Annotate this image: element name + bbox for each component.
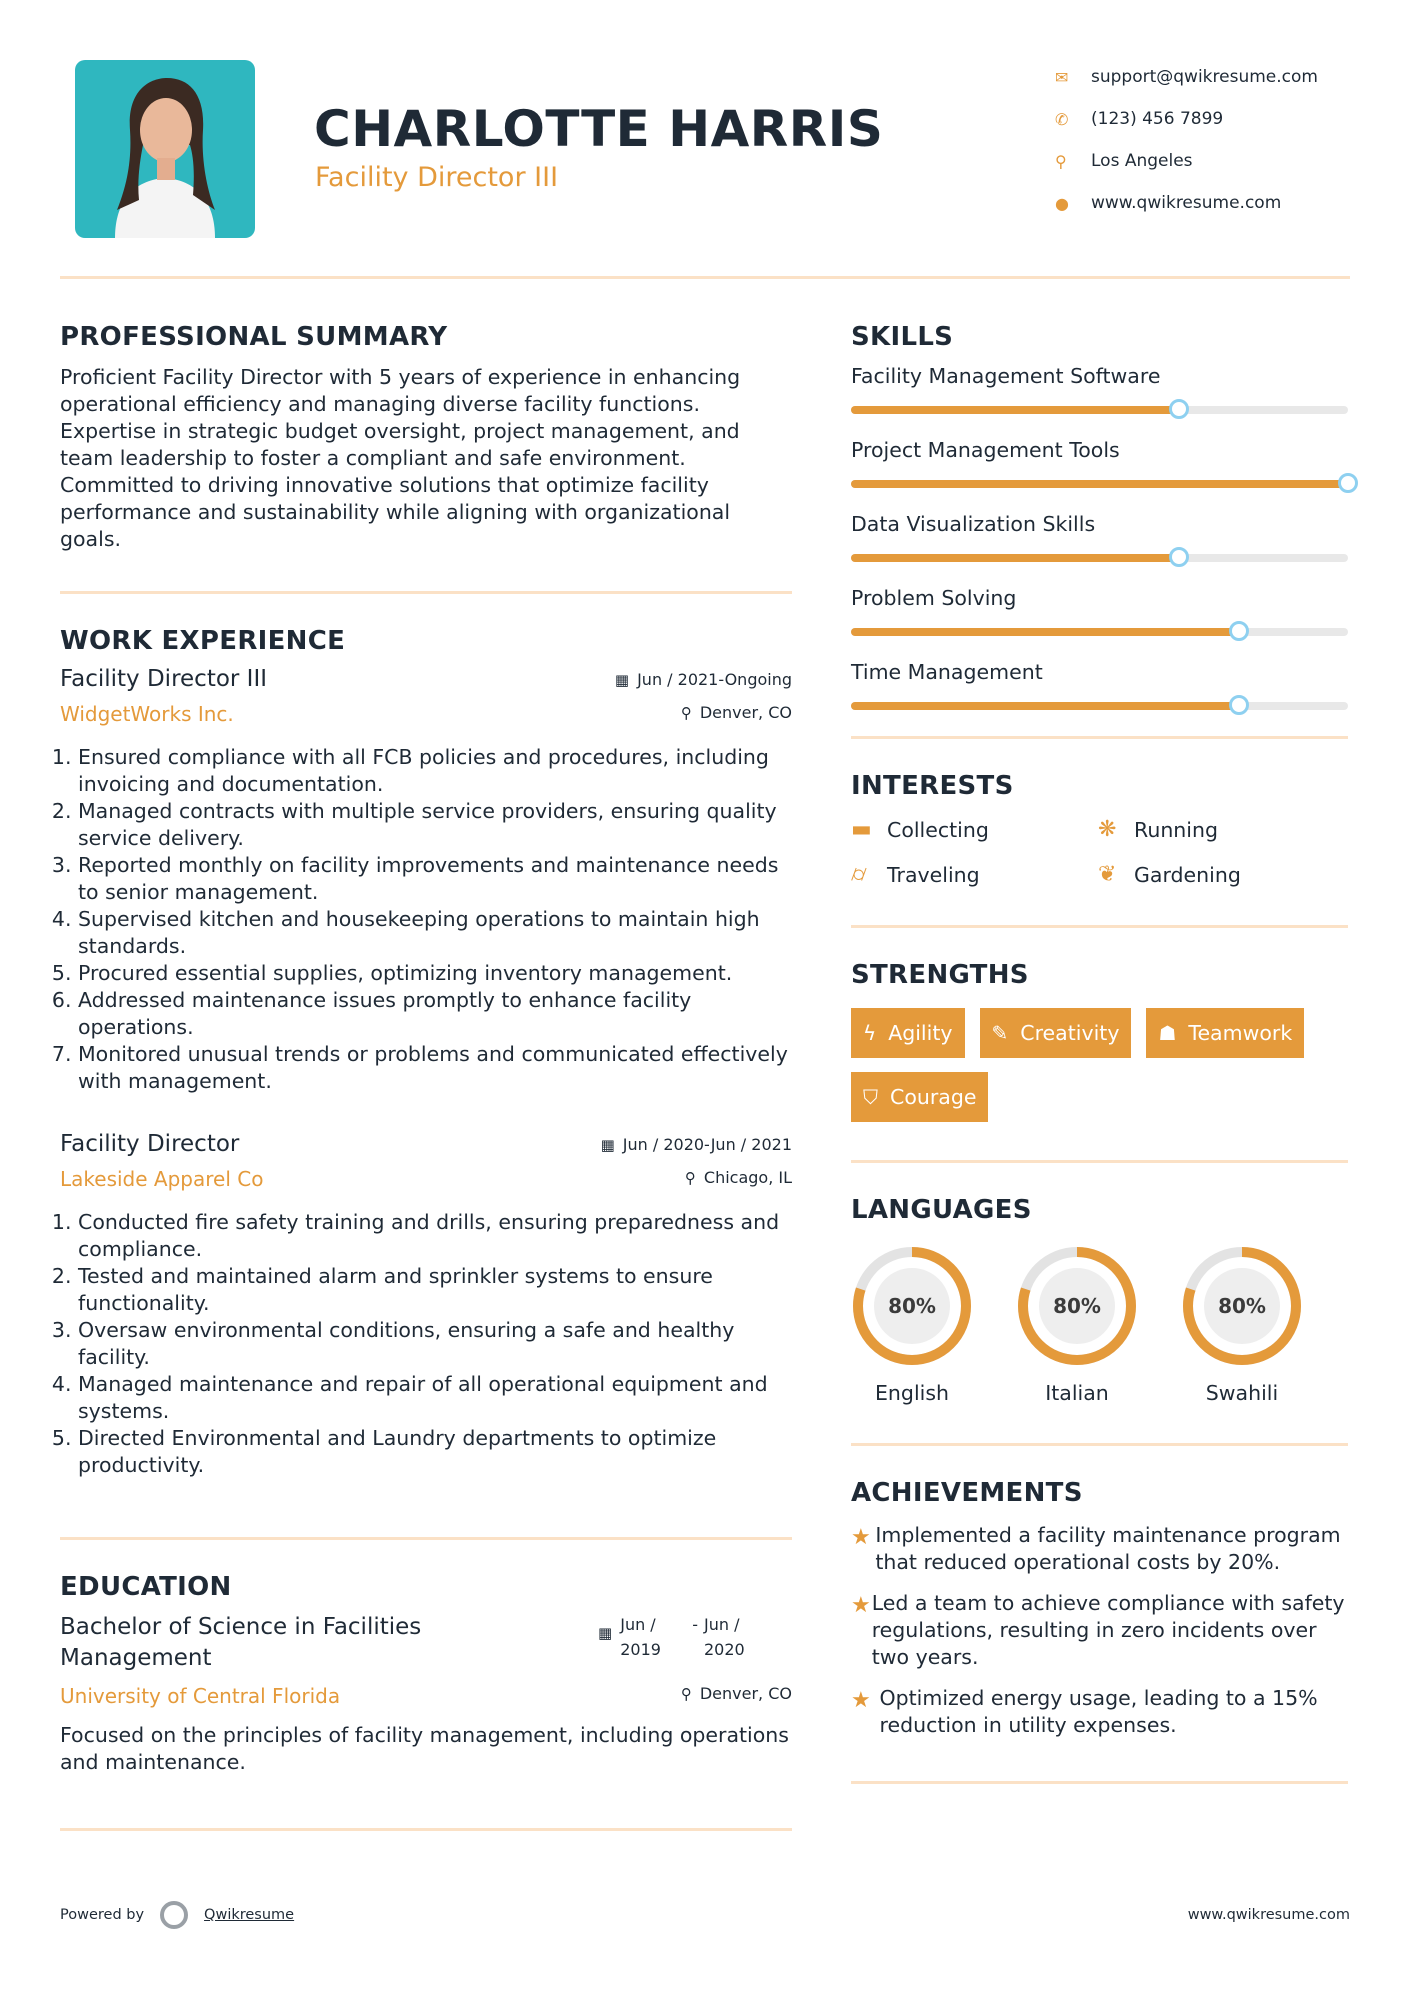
strength-badge: ☗ Teamwork: [1146, 1008, 1304, 1058]
list-item: 1. Ensured compliance with all FCB policies and procedures, including invoicing and documentation.: [78, 744, 792, 798]
skill-bar-fill: [851, 628, 1239, 636]
achievement-item: ★ Implemented a facility maintenance program that reduced operational costs by 20%.: [851, 1523, 1341, 1574]
pin-icon: ⚲: [684, 1169, 696, 1187]
contact-list: [1055, 56, 1318, 224]
interest-item: ❦ Gardening: [1098, 862, 1241, 887]
interest-item: ▬ Collecting: [851, 817, 989, 842]
phone-icon: ✆: [1055, 109, 1069, 129]
list-item: 4. Supervised kitchen and housekeeping operations to maintain high standards.: [78, 906, 792, 960]
job-date: ▦ Jun / 2020-Jun / 2021: [600, 1135, 792, 1154]
skill-bar: [851, 406, 1348, 414]
skill-bar-fill: [851, 554, 1179, 562]
skills-list: [851, 364, 1349, 710]
archive-box-icon: ▬: [851, 817, 872, 842]
contact-phone[interactable]: ✆ (123) 456 7899: [1055, 109, 1224, 129]
languages-title: LANGUAGES: [851, 1195, 1032, 1225]
language-name: Italian: [1045, 1381, 1109, 1405]
language-ring: [1016, 1245, 1138, 1367]
job-title: Facility Director III: [60, 666, 268, 692]
leaf-icon: ❦: [1098, 862, 1117, 887]
skill-bar-fill: [851, 480, 1348, 488]
degree-title: Bachelor of Science in Facilities Management: [60, 1614, 422, 1671]
contact-website[interactable]: ● www.qwikresume.com: [1055, 193, 1282, 213]
interest-item: ⌭ Traveling: [851, 862, 980, 887]
education-title: EDUCATION: [60, 1572, 232, 1602]
brand-link[interactable]: Qwikresume: [204, 1907, 295, 1923]
achievements-list: [851, 1522, 1349, 1739]
binoculars-icon: ⌭: [851, 862, 867, 887]
education-dates: ▦ Jun / 2019 - Jun / 2020: [598, 1615, 745, 1659]
users-icon: ☗: [1158, 1021, 1177, 1045]
job-company: WidgetWorks Inc.: [60, 702, 234, 726]
section-divider: [60, 1537, 792, 1540]
star-icon: ★: [851, 1688, 871, 1713]
achievements-title: ACHIEVEMENTS: [851, 1478, 1083, 1508]
skills-title: SKILLS: [851, 322, 954, 352]
skill-item: [851, 364, 1349, 414]
skill-bar-knob: [1169, 399, 1189, 419]
job-date: ▦ Jun / 2021-Ongoing: [614, 670, 792, 689]
section-divider: [851, 1443, 1348, 1446]
globe-icon: ●: [1055, 193, 1069, 213]
job-duties: [60, 744, 792, 1095]
language-name: Swahili: [1205, 1381, 1279, 1405]
language-name: English: [874, 1381, 950, 1405]
language-percent: 80%: [888, 1294, 936, 1318]
section-divider: [851, 736, 1348, 739]
skill-item: [851, 586, 1349, 636]
skill-bar-fill: [851, 702, 1239, 710]
right-column: [851, 322, 1349, 1784]
list-item: 1. Conducted fire safety training and drills, ensuring preparedness and compliance.: [78, 1209, 792, 1263]
language-item: [1181, 1245, 1346, 1405]
list-item: 5. Procured essential supplies, optimizing inventory management.: [78, 960, 792, 987]
lightning-icon: ϟ: [863, 1021, 877, 1045]
map-pin-icon: ⚲: [1055, 151, 1067, 171]
strengths-title: STRENGTHS: [851, 960, 1029, 990]
skill-item: [851, 660, 1349, 710]
profile-photo: [75, 60, 255, 238]
job-title: Facility Director: [60, 1131, 240, 1157]
language-ring: [1181, 1245, 1303, 1367]
language-item: [1016, 1245, 1181, 1405]
envelope-icon: ✉: [1055, 67, 1069, 87]
section-divider: [60, 1828, 792, 1831]
section-divider: [851, 925, 1348, 928]
experience-title: WORK EXPERIENCE: [60, 626, 346, 656]
education-entry: [60, 1612, 792, 1776]
list-item: 4. Managed maintenance and repair of all operational equipment and systems.: [78, 1371, 792, 1425]
skill-item: [851, 438, 1349, 488]
education-description: Focused on the principles of facility management, including operations and maintenance.: [60, 1723, 789, 1774]
achievement-item: ★ Optimized energy usage, leading to a 15% reduction in utility expenses.: [851, 1686, 1318, 1737]
calendar-icon: ▦: [598, 1624, 613, 1642]
section-divider: [851, 1160, 1348, 1163]
skill-bar: [851, 628, 1348, 636]
footer: [60, 1895, 1350, 1935]
skill-name: Problem Solving: [851, 586, 1017, 610]
list-item: 6. Addressed maintenance issues promptly to enhance facility operations.: [78, 987, 792, 1041]
skill-name: Facility Management Software: [851, 364, 1161, 388]
calendar-icon: ▦: [614, 671, 630, 689]
summary-title: PROFESSIONAL SUMMARY: [60, 322, 448, 352]
list-item: 7. Monitored unusual trends or problems and communicated effectively with management.: [78, 1041, 792, 1095]
language-item: [851, 1245, 1016, 1405]
star-icon: ★: [851, 1593, 871, 1618]
job-location: ⚲ Denver, CO: [680, 703, 792, 722]
interests-title: INTERESTS: [851, 771, 1014, 801]
calendar-icon: ▦: [600, 1136, 615, 1154]
skill-bar: [851, 702, 1348, 710]
list-item: 5. Directed Environmental and Laundry departments to optimize productivity.: [78, 1425, 792, 1479]
school-name: University of Central Florida: [60, 1684, 341, 1708]
paw-icon: ❋: [1098, 817, 1117, 842]
language-percent: 80%: [1053, 1294, 1101, 1318]
job-duties: [60, 1209, 792, 1479]
qwikresume-logo-icon: [160, 1901, 188, 1929]
skill-name: Data Visualization Skills: [851, 512, 1096, 536]
job-entry: [60, 666, 792, 1095]
skill-bar-knob: [1229, 621, 1249, 641]
skill-name: Project Management Tools: [851, 438, 1120, 462]
list-item: 3. Oversaw environmental conditions, ensuring a safe and healthy facility.: [78, 1317, 792, 1371]
job-location: ⚲ Chicago, IL: [684, 1168, 792, 1187]
skill-bar-knob: [1338, 473, 1358, 493]
skill-bar-knob: [1169, 547, 1189, 567]
interests-list: [851, 817, 1349, 887]
skill-bar: [851, 554, 1348, 562]
section-divider: [60, 591, 792, 594]
languages-list: [851, 1245, 1349, 1405]
strength-badge: ⛉ Courage: [851, 1072, 988, 1122]
paintbrush-icon: ✎: [991, 1021, 1009, 1045]
job-company: Lakeside Apparel Co: [60, 1167, 264, 1191]
skill-bar-knob: [1229, 695, 1249, 715]
footer-site-link[interactable]: www.qwikresume.com: [1187, 1907, 1350, 1923]
skill-name: Time Management: [851, 660, 1043, 684]
header-divider: [60, 276, 1350, 279]
skill-item: [851, 512, 1349, 562]
list-item: 2. Managed contracts with multiple service providers, ensuring quality service delivery.: [78, 798, 792, 852]
list-item: 2. Tested and maintained alarm and sprinkler systems to ensure functionality.: [78, 1263, 792, 1317]
language-ring: [851, 1245, 973, 1367]
resume-header: [0, 0, 1407, 280]
pin-icon: ⚲: [680, 704, 692, 722]
section-divider: [851, 1781, 1348, 1784]
skill-bar-fill: [851, 406, 1179, 414]
candidate-name: CHARLOTTE HARRIS: [314, 100, 884, 158]
shield-icon: ⛉: [863, 1085, 878, 1109]
pin-icon: ⚲: [680, 1685, 692, 1703]
left-column: [60, 322, 792, 1831]
list-item: 3. Reported monthly on facility improvements and maintenance needs to senior management.: [78, 852, 792, 906]
job-entry: [60, 1131, 792, 1479]
skill-bar: [851, 480, 1348, 488]
strengths-list: [851, 1008, 1351, 1122]
summary-text: Proficient Facility Director with 5 years of experience in enhancing operational efficiency and managing diverse facility functions. Expertise in strategic budget oversight, project management, and team leadership to foster a compliant and safe environment. Committed to driving innovative solutions that optimize facility performance and sustainability while aligning with organizational goals.: [60, 365, 741, 551]
star-icon: ★: [851, 1525, 871, 1550]
contact-location: ⚲ Los Angeles: [1055, 151, 1193, 171]
strength-badge: ✎ Creativity: [980, 1008, 1132, 1058]
powered-by-label: Powered by: [60, 1907, 145, 1923]
candidate-role: Facility Director III: [315, 162, 559, 193]
language-percent: 80%: [1218, 1294, 1266, 1318]
strength-badge: ϟ Agility: [851, 1008, 965, 1058]
interest-item: ❋ Running: [1098, 817, 1219, 842]
achievement-item: ★ Led a team to achieve compliance with safety regulations, resulting in zero incidents over two years.: [851, 1591, 1345, 1669]
education-location: ⚲ Denver, CO: [680, 1684, 792, 1703]
contact-email[interactable]: ✉ support@qwikresume.com: [1055, 67, 1318, 87]
